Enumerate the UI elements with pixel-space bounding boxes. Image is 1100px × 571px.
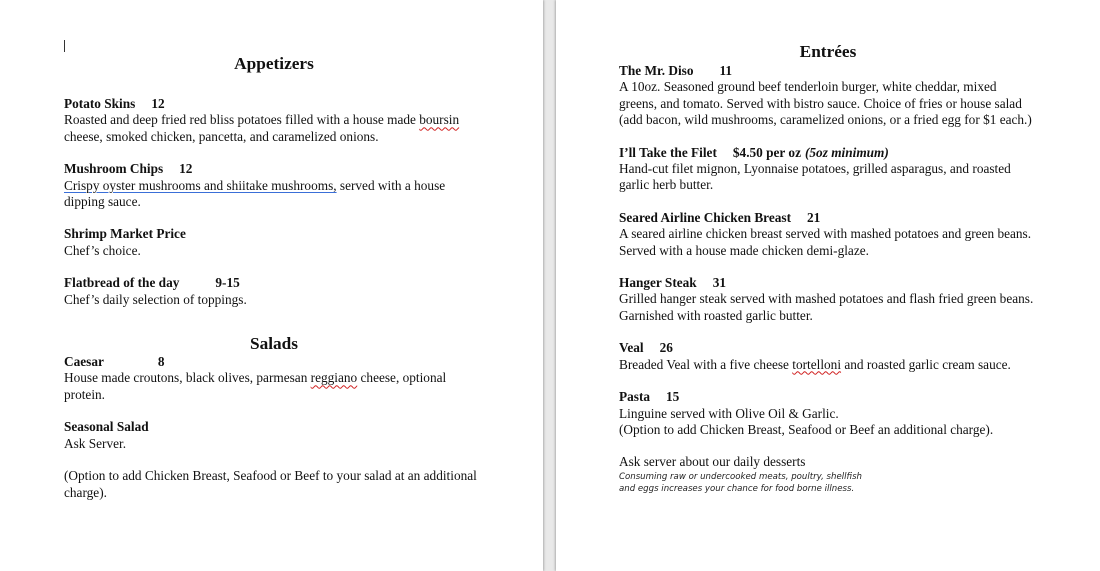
desc-text: Roasted and deep fried red bliss potatoes filled with a house made — [64, 112, 420, 128]
menu-item-potato-skins — [64, 96, 484, 145]
grammar-flag[interactable]: Crispy oyster mushrooms and shiitake mushrooms, — [64, 177, 337, 193]
document-page-left[interactable] — [0, 0, 543, 571]
item-description — [64, 370, 484, 403]
menu-item-filet — [619, 145, 1037, 194]
salads-heading: Salads — [249, 334, 299, 354]
item-name: I’ll Take the Filet — [619, 144, 717, 160]
item-price: 31 — [712, 275, 726, 291]
spelling-flag[interactable]: reggiano — [310, 370, 358, 386]
item-description: Chef’s daily selection of toppings. — [64, 291, 247, 307]
desc-text: and roasted garlic cream sauce. — [841, 356, 1011, 372]
item-price: 26 — [659, 340, 673, 356]
food-safety-warning-line-1: Consuming raw or undercooked meats, poultry, shellfish — [619, 471, 862, 482]
item-name: Shrimp Market Price — [64, 226, 186, 242]
item-name: Mushroom Chips — [64, 161, 164, 177]
item-description: Hand-cut filet mignon, Lyonnaise potatoes, grilled asparagus, and roasted garlic herb butter. — [619, 161, 1011, 193]
item-price: 11 — [719, 63, 733, 78]
item-name: Potato Skins — [64, 96, 136, 111]
text-cursor — [64, 40, 65, 52]
menu-item-shrimp — [64, 226, 484, 259]
item-description: Linguine served with Olive Oil & Garlic. — [619, 405, 839, 421]
menu-item-mushroom-chips — [64, 161, 484, 210]
item-price: 9-15 — [215, 275, 240, 291]
menu-item-airline-chicken — [619, 210, 1037, 259]
item-description: A seared airline chicken breast served with mashed potatoes and green beans. Served with a house made chicken demi-glaze. — [619, 226, 1032, 258]
menu-item-veal — [619, 340, 1037, 373]
menu-item-caesar — [64, 354, 484, 403]
item-name: Pasta — [619, 389, 651, 405]
item-name: Seasonal Salad — [64, 419, 149, 435]
item-price: 8 — [157, 354, 165, 370]
item-name: Hanger Steak — [619, 275, 697, 291]
desc-text: cheese, smoked chicken, pancetta, and caramelized onions. — [64, 128, 379, 144]
item-description — [619, 357, 1037, 373]
left-page-content — [64, 54, 484, 501]
menu-item-pasta — [619, 389, 1037, 438]
item-name: Veal — [619, 340, 644, 356]
spelling-flag[interactable]: boursin — [419, 112, 460, 128]
item-description: Grilled hanger steak served with mashed potatoes and flash fried green beans. — [619, 291, 1034, 307]
price-note: (5oz minimum) — [804, 144, 889, 160]
item-description — [64, 112, 484, 145]
menu-item-hanger-steak — [619, 275, 1037, 324]
item-description-extra: (Option to add Chicken Breast, Seafood or Beef an additional charge). — [619, 421, 994, 437]
item-name: The Mr. Diso — [619, 63, 694, 78]
item-description: Chef’s choice. — [64, 242, 141, 258]
item-name: Flatbread of the day — [64, 275, 180, 291]
menu-item-flatbread — [64, 275, 484, 308]
desc-text: Breaded Veal with a five cheese — [619, 356, 793, 372]
item-name: Caesar — [64, 354, 104, 370]
spelling-flag[interactable]: tortelloni — [792, 356, 842, 372]
document-page-right[interactable] — [556, 0, 1100, 571]
item-price: 12 — [151, 96, 165, 111]
desc-text: House made croutons, black olives, parmesan — [64, 370, 311, 386]
menu-item-seasonal-salad — [64, 419, 484, 452]
entrees-heading: Entrées — [799, 42, 857, 61]
item-description: A 10oz. Seasoned ground beef tenderloin burger, white cheddar, mixed greens, and tomato. Served with bistro sauce. Choice of fries or house salad (add bacon, wild mushrooms, caramelized onions, or a fried egg for $1 each.) — [619, 79, 1032, 128]
desc-text: served with a house dipping sauce. — [64, 177, 446, 210]
desserts-note: Ask server about our daily desserts — [619, 454, 806, 470]
food-safety-warning-line-2: and eggs increases your chance for food borne illness. — [619, 483, 855, 494]
desc-text: cheese, optional protein. — [64, 370, 447, 402]
right-page-content — [619, 42, 1037, 495]
item-price: $4.50 per oz — [732, 144, 801, 160]
item-description-extra: Garnished with roasted garlic butter. — [619, 307, 813, 323]
item-price: 12 — [179, 161, 193, 177]
salad-add-on-note: (Option to add Chicken Breast, Seafood or Beef to your salad at an additional charge). — [64, 468, 477, 500]
appetizers-heading: Appetizers — [234, 54, 314, 73]
menu-item-mr-diso — [619, 63, 1037, 129]
item-price: 15 — [666, 389, 680, 405]
item-description — [64, 178, 484, 211]
item-description: Ask Server. — [64, 435, 127, 451]
item-price: 21 — [807, 209, 821, 225]
item-name: Seared Airline Chicken Breast — [619, 209, 791, 225]
